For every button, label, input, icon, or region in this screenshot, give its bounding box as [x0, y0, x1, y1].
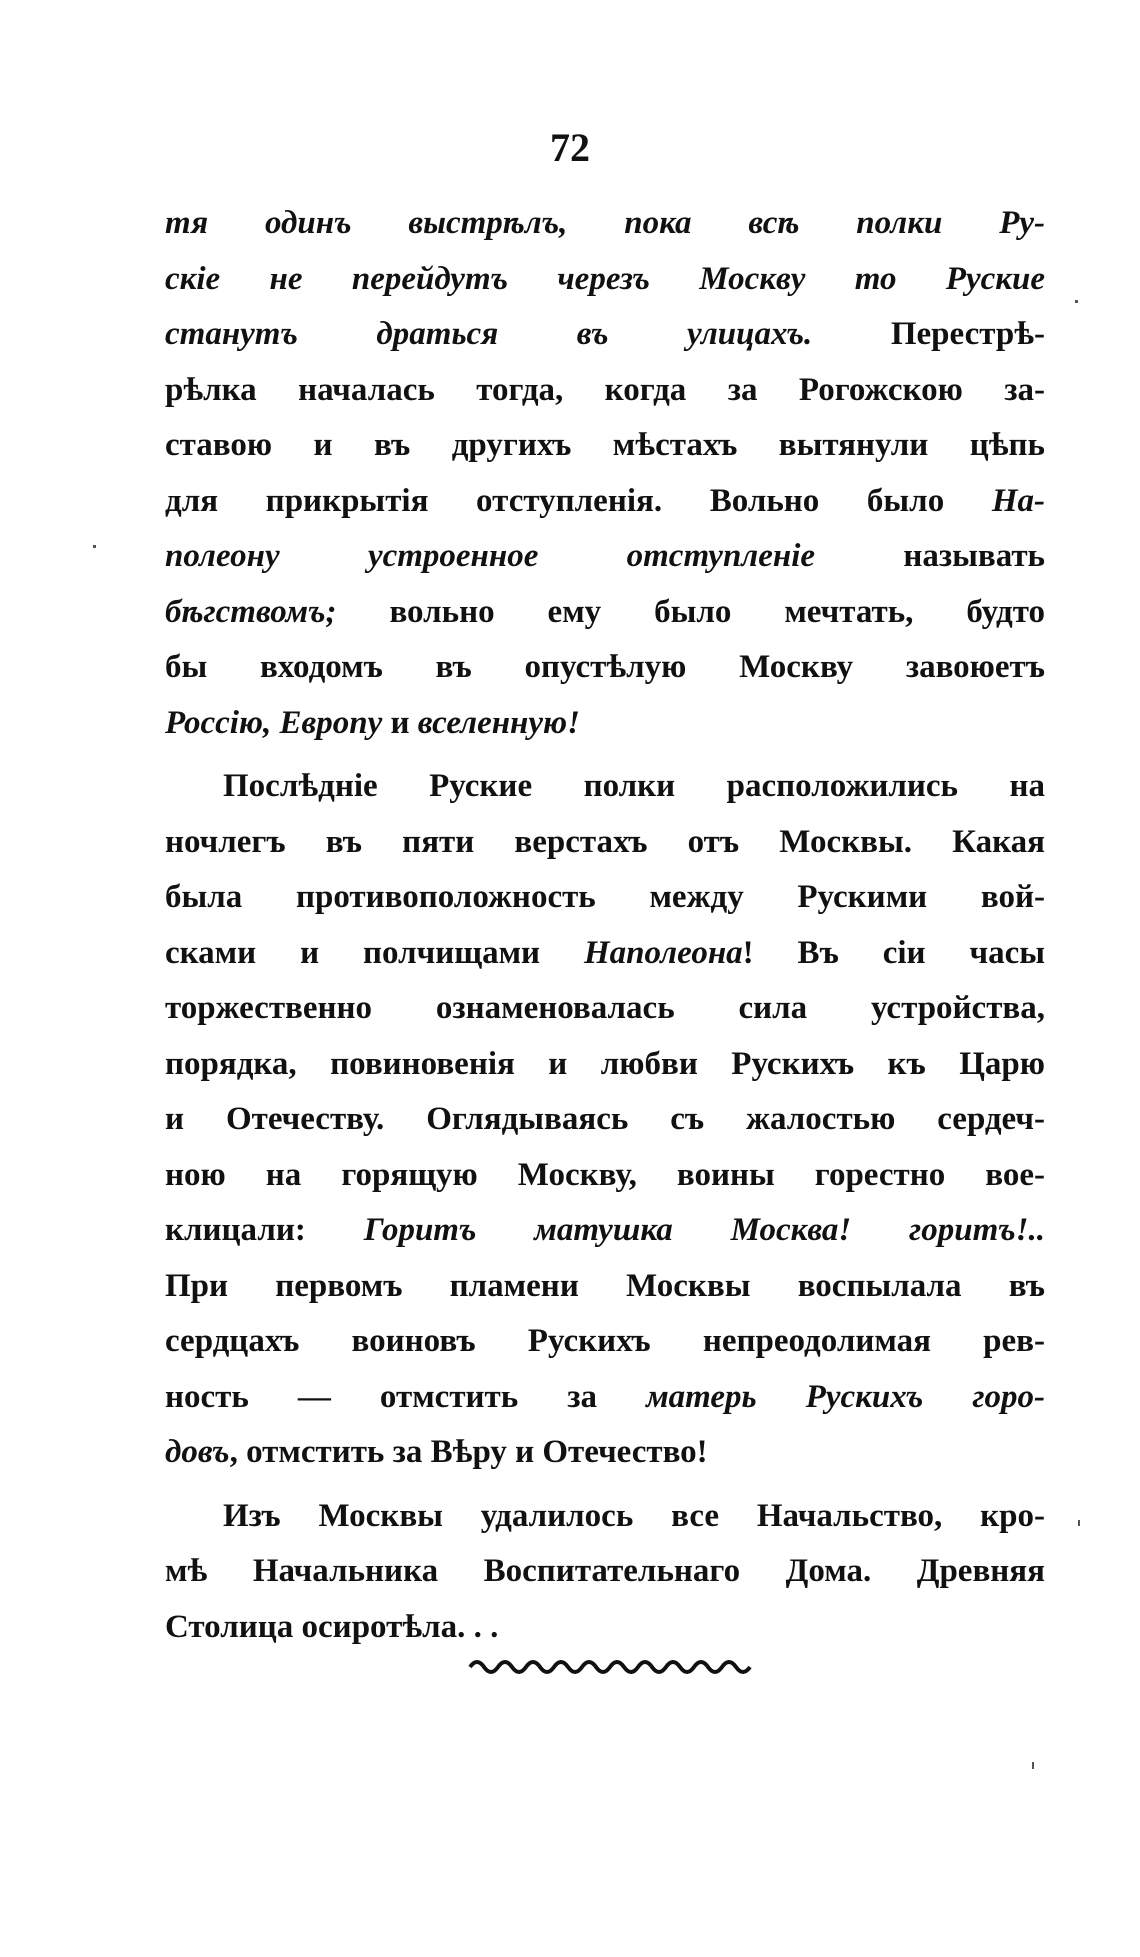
text-line [165, 759, 1045, 815]
text-segment: и Отечеству. Оглядываясь съ жалостью сердеч- [165, 1101, 1045, 1137]
text-line [165, 1600, 1045, 1656]
text-line [165, 981, 1045, 1037]
text-line [165, 196, 1045, 252]
text-line [165, 363, 1045, 419]
text-segment: , отмстить за Вѣру и Отечество! [229, 1434, 708, 1470]
text-segment: клицали: [165, 1212, 364, 1248]
italic-segment: Горитъ матушка Москва! горитъ!.. [363, 1212, 1045, 1248]
text-segment: ставою и въ другихъ мѣстахъ вытянули цѣпь [165, 427, 1045, 463]
text-segment: была противоположность между Рускими вой- [165, 879, 1045, 915]
text-segment: и [382, 704, 418, 741]
text-segment: Перестрѣ- [812, 316, 1045, 352]
text-line [165, 815, 1045, 871]
italic-segment: довъ [165, 1434, 230, 1470]
text-line [165, 529, 1045, 585]
text-segment: сердцахъ воиновъ Рускихъ непреодолимая рев- [165, 1323, 1045, 1359]
text-segment: бы входомъ въ опустѣлую Москву завоюетъ [165, 649, 1045, 685]
italic-segment: бѣгствомъ; [165, 593, 337, 630]
page-number: 72 [550, 125, 590, 170]
text-line [165, 870, 1045, 926]
ink-speck [1075, 300, 1078, 303]
text-segment: Послѣдніе Руские полки расположились на [223, 768, 1045, 804]
text-segment: ! Въ сіи часы [742, 934, 1045, 971]
text-segment: Столица осиротѣла. . . [165, 1608, 499, 1645]
text-line [165, 585, 1045, 641]
italic-segment: тя одинъ выстрѣлъ, пока всѣ полки Ру- [165, 205, 1045, 241]
text-segment: ность — отмстить за [165, 1378, 647, 1415]
paragraph [165, 196, 1045, 751]
italic-segment: Россію, Европу [165, 704, 383, 741]
text-line [165, 696, 1045, 752]
text-segment: сками и полчищами [165, 934, 584, 971]
text-line [165, 1148, 1045, 1204]
text-segment: ною на горящую Москву, воины горестно вое- [165, 1156, 1045, 1193]
text-segment: для прикрытія отступленія. Вольно было [165, 482, 992, 519]
paragraph-gap [165, 1481, 1045, 1489]
text-line [165, 640, 1045, 696]
text-line [165, 474, 1045, 530]
text-line [165, 1370, 1045, 1426]
text-line [165, 1314, 1045, 1370]
text-line [165, 1544, 1045, 1600]
text-line [165, 1489, 1045, 1545]
paragraph [165, 1489, 1045, 1656]
text-line [165, 252, 1045, 308]
text-segment: порядка, повиновенія и любви Рускихъ къ Царю [165, 1045, 1045, 1082]
text-segment: торжественно ознаменовалась сила устройства, [165, 990, 1045, 1026]
text-segment: мѣ Начальника Воспитательнаго Дома. Древняя [165, 1553, 1045, 1589]
text-line [165, 1259, 1045, 1315]
text-line [165, 1425, 1045, 1481]
italic-segment: матерь Рускихъ горо- [646, 1378, 1045, 1415]
text-line [165, 1203, 1045, 1259]
italic-segment: Наполеона [583, 934, 743, 971]
text-segment: называть [815, 538, 1045, 574]
text-line [165, 926, 1045, 982]
italic-segment: скіе не перейдутъ черезъ Москву то Руские [165, 260, 1045, 297]
text-line [165, 307, 1045, 363]
italic-segment: полеону устроенное отступленіе [165, 538, 816, 574]
italic-segment: станутъ драться въ улицахъ. [165, 316, 813, 352]
text-segment: рѣлка началась тогда, когда за Рогожскою за- [165, 371, 1045, 408]
paragraph [165, 759, 1045, 1481]
text-segment: ночлегъ въ пяти верстахъ отъ Москвы. Какая [165, 823, 1045, 860]
paragraph-gap [165, 751, 1045, 759]
ornament-divider [468, 1655, 758, 1679]
ink-speck [93, 545, 96, 548]
ink-speck [1032, 1762, 1034, 1769]
text-line [165, 1092, 1045, 1148]
text-line [165, 1037, 1045, 1093]
text-segment: Изъ Москвы удалилось все Начальство, кро- [223, 1497, 1045, 1534]
text-segment: При первомъ пламени Москвы воспылала въ [165, 1267, 1045, 1304]
ink-speck [1078, 1520, 1080, 1526]
italic-segment: вселенную! [417, 704, 580, 741]
body-text [165, 196, 1045, 1655]
text-line [165, 418, 1045, 474]
italic-segment: На- [991, 482, 1045, 519]
text-segment: вольно ему было мечтать, будто [336, 593, 1045, 630]
